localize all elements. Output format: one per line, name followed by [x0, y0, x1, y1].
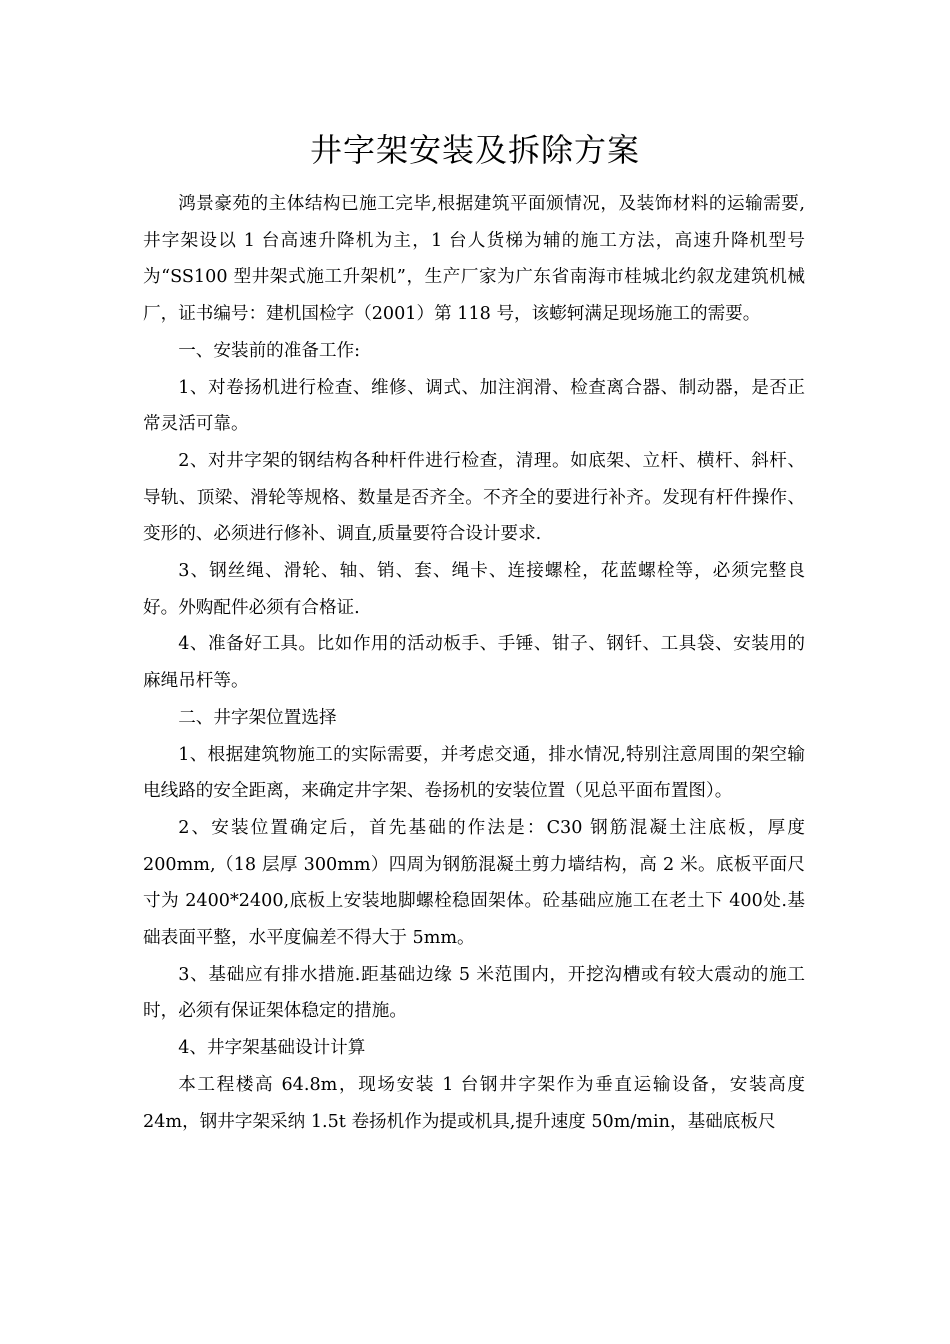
paragraph-intro: 鸿景豪苑的主体结构已施工完毕,根据建筑平面颁情况，及装饰材料的运输需要,井字架设以 1 台高速升降机为主，1 台人货梯为辅的施工方法，高速升降机型号为“SS100 型井架式施工升架机”，生产厂家为广东省南海市桂城北约叙龙建筑机械厂，证书编号：建机国检字（2001）第 118 号，该蟛轲满足现场施工的需要。 — [143, 194, 805, 325]
paragraph-prep-4: 4、准备好工具。比如作用的活动板手、手锤、钳子、钢钎、工具袋、安装用的麻绳吊杆等。 — [143, 634, 805, 692]
paragraph-calculation: 本工程楼高 64.8m，现场安装 1 台钢井字架作为垂直运输设备，安装高度24m，钢井字架采纳 1.5t 卷扬机作为提或机具,提升速度 50m/min，基础底板尺 — [143, 1074, 805, 1132]
paragraph-prep-1: 1、对卷扬机进行检查、维修、调式、加注润滑、检查离合器、制动器，是否正常灵活可靠。 — [143, 377, 805, 435]
document-title: 井字架安装及拆除方案 — [309, 131, 640, 169]
paragraph-location-2: 2、安装位置确定后，首先基础的作法是：C30 钢筋混凝土注底板，厚度200mm,（18 层厚 300mm）四周为钢筋混凝土剪力墙结构，高 2 米。底板平面尺寸为 2400*2400,底板上安装地脚螺栓稳固架体。砼基础应施工在老土下 400处.基础表面平整，水平度偏差不得大于 5mm。 — [143, 817, 805, 949]
paragraph-prep-2: 2、对井字架的钢结构各种杆件进行检查，清理。如底架、立杆、横杆、斜杆、导轨、顶梁、滑轮等规格、数量是否齐全。不齐全的要进行补齐。发现有杆件操作、变形的、必须进行修补、调直,质量要符合设计要求. — [143, 450, 805, 545]
document-body — [143, 186, 805, 1140]
paragraph-location-4: 4、井字架基础设计计算 — [178, 1038, 366, 1059]
paragraph-location-3: 3、基础应有排水措施.距基础边缘 5 米范围内，开挖沟槽或有较大震动的施工时，必须有保证架体稳定的措施。 — [143, 964, 805, 1022]
section-heading-preparation: 一、安装前的准备工作: — [178, 340, 361, 361]
paragraph-location-1: 1、根据建筑物施工的实际需要，并考虑交通，排水情况,特别注意周围的架空输电线路的安全距离，来确定井字架、卷扬机的安装位置（见总平面布置图）。 — [143, 744, 805, 802]
paragraph-prep-3: 3、钢丝绳、滑轮、轴、销、套、绳卡、连接螺栓，花蓝螺栓等，必须完整良好。外购配件必须有合格证. — [143, 561, 805, 618]
section-heading-location: 二、井字架位置选择 — [178, 707, 337, 728]
